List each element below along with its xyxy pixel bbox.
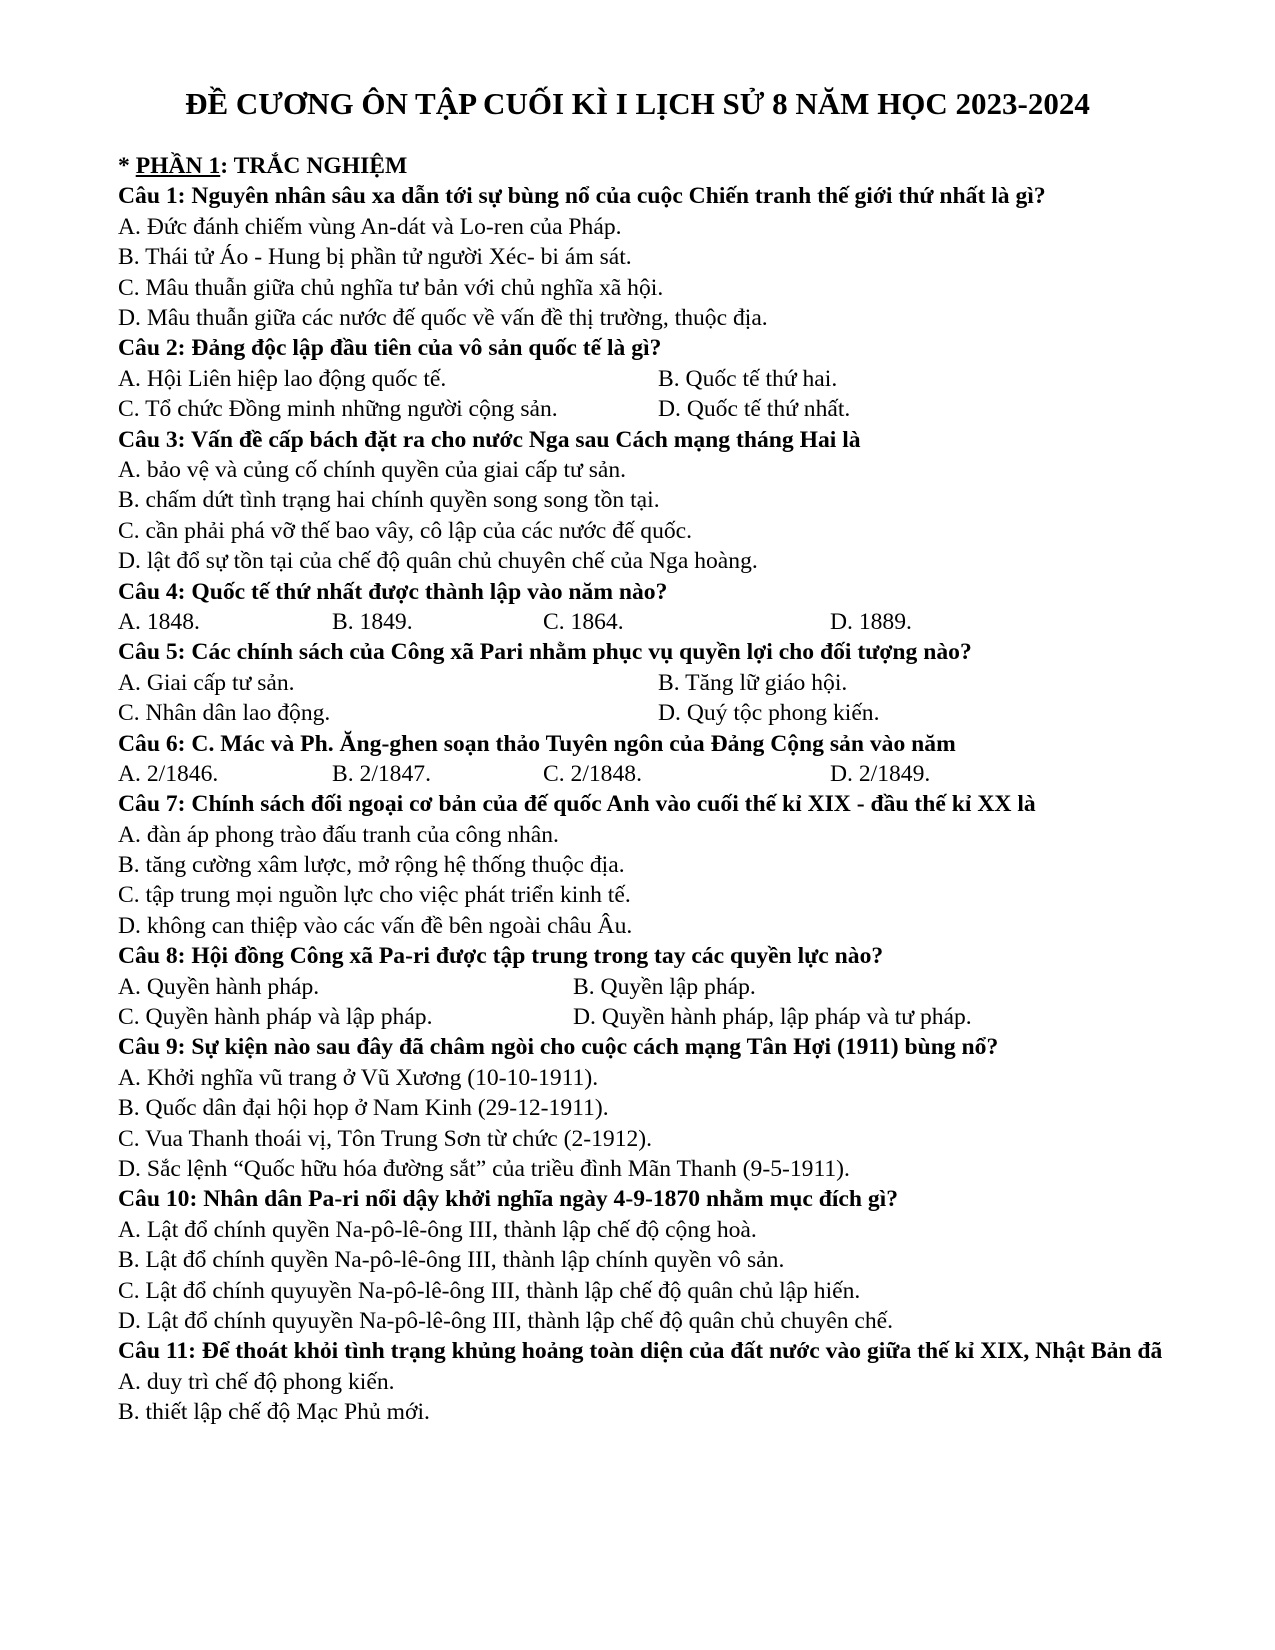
answer-row	[118, 394, 1178, 424]
answer-option: D. Mâu thuẫn giữa các nước đế quốc về vấn đề thị trường, thuộc địa.	[118, 304, 768, 331]
answer-option: A. Quyền hành pháp.	[118, 973, 320, 1000]
answer-row	[118, 364, 1178, 394]
answer-option: A. bảo vệ và củng cố chính quyền của giai cấp tư sản.	[118, 456, 627, 483]
answer-option: D. Quốc tế thứ nhất.	[658, 396, 851, 423]
answer-option: A. đàn áp phong trào đấu tranh của công nhân.	[118, 821, 559, 848]
question-text: Câu 8: Hội đồng Công xã Pa-ri được tập trung trong tay các quyền lực nào?	[118, 943, 884, 970]
question-1	[118, 181, 1178, 211]
answer-option: A. 1848.	[118, 608, 200, 635]
question-text: Câu 2: Đảng độc lập đầu tiên của vô sản quốc tế là gì?	[118, 335, 662, 362]
question-text: Câu 7: Chính sách đối ngoại cơ bản của đế quốc Anh vào cuối thế kỉ XIX - đầu thế kỉ XX là	[118, 791, 1036, 818]
answer-option: D. Lật đổ chính quyuyền Na-pô-lê-ông III, thành lập chế độ quân chủ chuyên chế.	[118, 1308, 894, 1334]
question-3	[118, 425, 1178, 455]
answer-option: B. tăng cường xâm lược, mở rộng hệ thống thuộc địa.	[118, 852, 625, 879]
answer-option: C. Lật đổ chính quyuyền Na-pô-lê-ông III, thành lập chế độ quân chủ lập hiến.	[118, 1277, 861, 1304]
answer-option: C. 2/1848.	[543, 760, 642, 787]
section-label: PHẦN 1	[135, 153, 221, 179]
answer-option: D. không can thiệp vào các vấn đề bên ngoài châu Âu.	[118, 912, 633, 939]
answer-option: D. lật đổ sự tồn tại của chế độ quân chủ chuyên chế của Nga hoàng.	[118, 548, 758, 575]
answer-row	[118, 668, 1178, 698]
answer-option: B. Quốc dân đại hội họp ở Nam Kinh (29-12-1911).	[118, 1095, 609, 1122]
answer-option: C. Quyền hành pháp và lập pháp.	[118, 1004, 433, 1031]
question-text: Câu 4: Quốc tế thứ nhất được thành lập vào năm nào?	[118, 578, 668, 605]
answer-row	[118, 1002, 1178, 1032]
question-text: Câu 5: Các chính sách của Công xã Pari nhằm phục vụ quyền lợi cho đối tượng nào?	[118, 639, 972, 666]
answer-option: D. Quý tộc phong kiến.	[658, 700, 880, 727]
answer-row	[118, 698, 1178, 728]
section-heading	[118, 151, 1178, 181]
answer-option: D. Quyền hành pháp, lập pháp và tư pháp.	[573, 1004, 972, 1031]
answer-option: B. thiết lập chế độ Mạc Phủ mới.	[118, 1399, 430, 1426]
question-text: Câu 1: Nguyên nhân sâu xa dẫn tới sự bùng nổ của cuộc Chiến tranh thế giới thứ nhất là gì?	[118, 183, 1046, 210]
answer-option: D. 2/1849.	[830, 760, 931, 787]
answer-option: C. Mâu thuẫn giữa chủ nghĩa tư bản với chủ nghĩa xã hội.	[118, 274, 664, 301]
answer-option: B. 1849.	[332, 608, 413, 635]
question-text: Câu 10: Nhân dân Pa-ri nổi dậy khởi nghĩa ngày 4-9-1870 nhằm mục đích gì?	[118, 1186, 899, 1213]
answer-option: B. Thái tử Áo - Hung bị phần tử người Xéc- bi ám sát.	[118, 244, 632, 271]
question-text: Câu 3: Vấn đề cấp bách đặt ra cho nước Nga sau Cách mạng tháng Hai là	[118, 426, 861, 453]
answer-option: A. Lật đổ chính quyền Na-pô-lê-ông III, thành lập chế độ cộng hoà.	[118, 1216, 757, 1243]
answer-option: A. Khởi nghĩa vũ trang ở Vũ Xương (10-10-1911).	[118, 1064, 599, 1091]
answer-option: C. cần phải phá vỡ thế bao vây, cô lập của các nước đế quốc.	[118, 517, 693, 544]
question-2	[118, 333, 1178, 363]
document-body	[118, 151, 1178, 1428]
question-7	[118, 789, 1178, 819]
question-9	[118, 1032, 1178, 1062]
question-6	[118, 729, 1178, 759]
question-4	[118, 577, 1178, 607]
question-text: Câu 9: Sự kiện nào sau đây đã châm ngòi cho cuộc cách mạng Tân Hợi (1911) bùng nổ?	[118, 1034, 999, 1061]
answer-option: B. 2/1847.	[332, 760, 431, 787]
answer-option: C. tập trung mọi nguồn lực cho việc phát triển kinh tế.	[118, 882, 631, 909]
section-rest: : TRẮC NGHIỆM	[220, 153, 408, 179]
answer-option: A. Đức đánh chiếm vùng An-dát và Lo-ren của Pháp.	[118, 213, 622, 240]
answer-option: B. Tăng lữ giáo hội.	[658, 669, 848, 696]
answer-option: D. 1889.	[830, 608, 912, 635]
answer-option: A. Giai cấp tư sản.	[118, 669, 295, 696]
question-11	[118, 1336, 1178, 1366]
answer-option: B. Quyền lập pháp.	[573, 973, 756, 1000]
question-text: Câu 11: Để thoát khỏi tình trạng khủng hoảng toàn diện của đất nước vào giữa thế kỉ XIX, Nhật Bản đã	[118, 1338, 1163, 1365]
answer-option: A. Hội Liên hiệp lao động quốc tế.	[118, 365, 447, 392]
answer-option: B. chấm dứt tình trạng hai chính quyền song song tồn tại.	[118, 487, 660, 514]
answer-option: A. duy trì chế độ phong kiến.	[118, 1368, 395, 1395]
answer-option: C. Nhân dân lao động.	[118, 700, 331, 727]
answer-row	[118, 759, 1178, 789]
answer-option: C. Vua Thanh thoái vị, Tôn Trung Sơn từ chức (2-1912).	[118, 1125, 653, 1152]
answer-row	[118, 607, 1178, 637]
section-prefix: *	[118, 153, 136, 179]
question-10	[118, 1184, 1178, 1214]
answer-option: B. Lật đổ chính quyền Na-pô-lê-ông III, thành lập chính quyền vô sản.	[118, 1247, 785, 1274]
question-8	[118, 941, 1178, 971]
answer-option: D. Sắc lệnh “Quốc hữu hóa đường sắt” của triều đình Mãn Thanh (9-5-1911).	[118, 1156, 850, 1183]
page-title: ĐỀ CƯƠNG ÔN TẬP CUỐI KÌ I LỊCH SỬ 8 NĂM HỌC 2023-2024	[185, 86, 1090, 121]
question-5	[118, 637, 1178, 667]
answer-row	[118, 972, 1178, 1002]
question-text: Câu 6: C. Mác và Ph. Ăng-ghen soạn thảo Tuyên ngôn của Đảng Cộng sản vào năm	[118, 730, 956, 757]
answer-option: C. Tổ chức Đồng minh những người cộng sản.	[118, 396, 558, 423]
answer-option: B. Quốc tế thứ hai.	[658, 365, 838, 392]
answer-option: A. 2/1846.	[118, 760, 219, 787]
answer-option: C. 1864.	[543, 608, 624, 635]
